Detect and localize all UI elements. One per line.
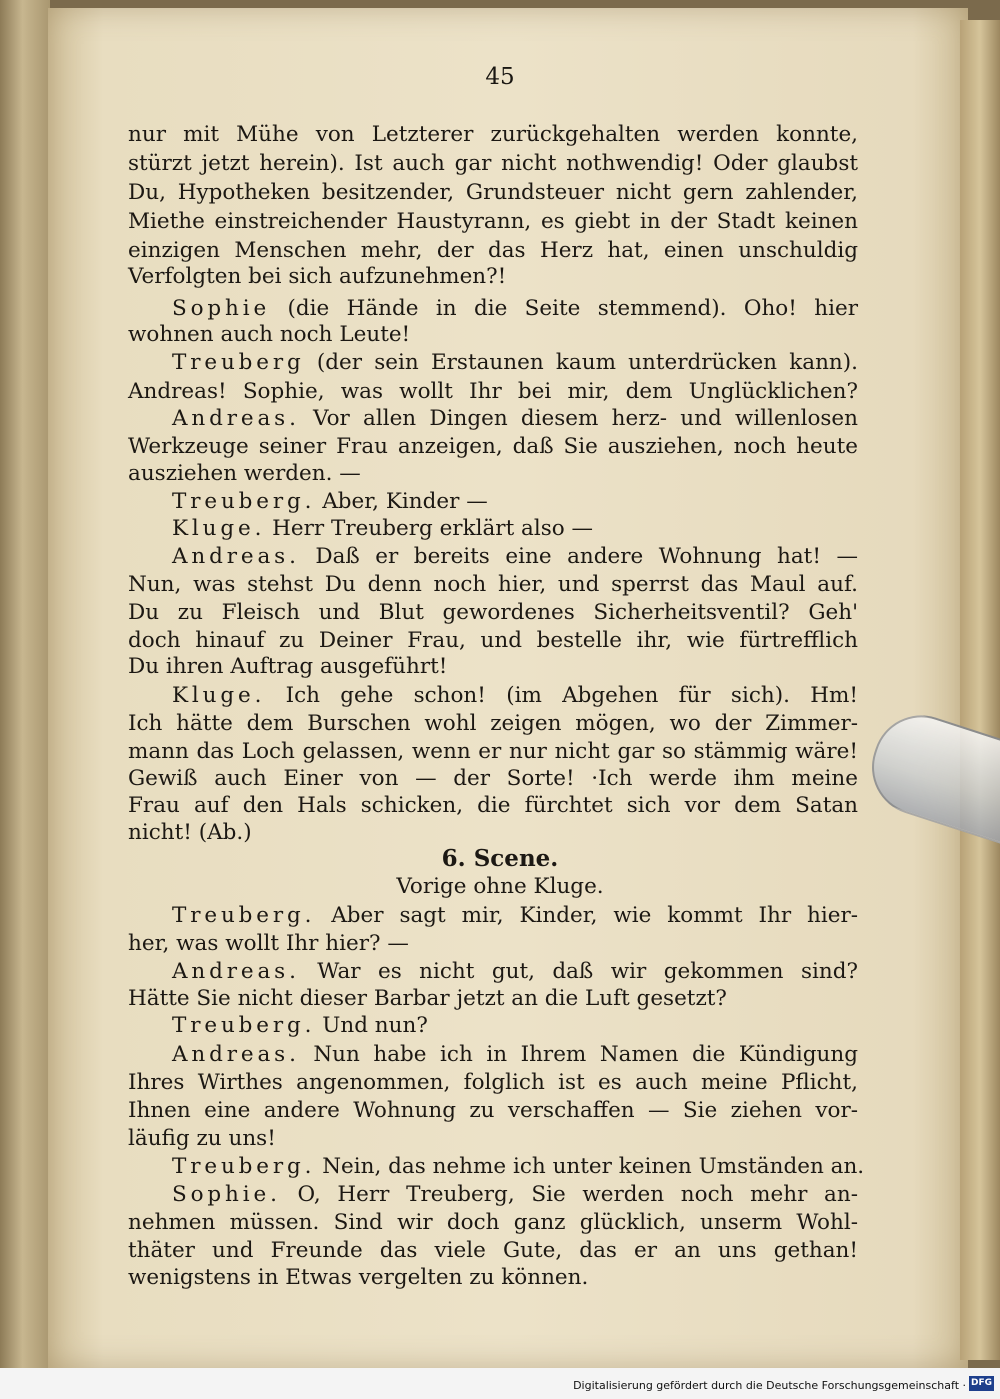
text-line: mann das Loch gelassen, wenn er nur nicht gar so stämmig wäre! [128,739,858,764]
speaker-name: Kluge. [172,683,266,708]
text-line: Andreas. Nun habe ich in Ihrem Namen die Kündigung [172,1042,858,1067]
text-line: Frau auf den Hals schicken, die fürchtet sich vor dem Satan [128,793,858,818]
text-line: Ihres Wirthes angenommen, folglich ist es auch meine Pflicht, [128,1070,858,1095]
speaker-name: Treuberg. [172,489,316,514]
speaker-name: Sophie. [172,1182,281,1207]
speaker-name: Treuberg. [172,903,316,928]
text-line: Andreas. Daß er bereits eine andere Wohnung hat! — [172,544,858,569]
facing-page-edge [0,0,50,1399]
text-line: nur mit Mühe von Letzterer zurückgehalten werden konnte, [128,122,858,147]
text-line: Du zu Fleisch und Blut gewordenes Sicherheitsventil? Geh' [128,600,858,625]
text-line: Treuberg. Und nun? [172,1013,428,1038]
text-line: nehmen müssen. Sind wir doch ganz glücklich, unserm Wohl- [128,1210,858,1235]
text-line: Andreas. Vor allen Dingen diesem herz- und willenlosen [172,406,858,431]
text-line: Miethe einstreichender Haustyrann, es giebt in der Stadt keinen [128,209,858,234]
text-line: ausziehen werden. — [128,461,361,486]
text-line: Gewiß auch Einer von — der Sorte! ·Ich werde ihm meine [128,766,858,791]
speaker-name: Andreas. [172,406,300,431]
scene-heading: 6. Scene. [441,845,559,872]
text-line: Nun, was stehst Du denn noch hier, und sperrst das Maul auf. [128,572,858,597]
text-line: wohnen auch noch Leute! [128,322,411,347]
stage-direction: Vorige ohne Kluge. [396,874,604,899]
text-line: doch hinauf zu Deiner Frau, und bestelle ihr, wie fürtrefflich [128,628,858,653]
text-line: Du ihren Auftrag ausgeführt! [128,654,448,679]
text-line: Werkzeuge seiner Frau anzeigen, daß Sie ausziehen, noch heute [128,434,858,459]
text-line: Treuberg. Aber sagt mir, Kinder, wie kommt Ihr hier- [172,903,858,928]
text-line: Verfolgten bei sich aufzunehmen?! [128,264,507,289]
text-line: Andreas! Sophie, was wollt Ihr bei mir, dem Unglücklichen? [128,379,858,404]
text-line: thäter und Freunde das viele Gute, das er an uns gethan! [128,1238,858,1263]
text-line: Ihnen eine andere Wohnung zu verschaffen — Sie ziehen vor- [128,1098,858,1123]
text-line: Sophie. O, Herr Treuberg, Sie werden noch mehr an- [172,1182,858,1207]
book-edge [960,20,1000,1360]
text-line: läufig zu uns! [128,1126,276,1151]
dfg-credit: Digitalisierung gefördert durch die Deutsche Forschungsgemeinschaft · [573,1379,966,1392]
dfg-logo-icon: DFG [969,1376,994,1391]
speaker-name: Sophie [172,296,271,321]
text-line: Hätte Sie nicht dieser Barbar jetzt an die Luft gesetzt? [128,986,727,1011]
text-line: Ich hätte dem Burschen wohl zeigen mögen, wo der Zimmer- [128,711,858,736]
speaker-name: Andreas. [172,544,300,569]
text-line: Treuberg (der sein Erstaunen kaum unterdrücken kann). [172,350,858,375]
speaker-name: Kluge. [172,516,266,541]
page-number: 45 [485,64,515,90]
speaker-name: Andreas. [172,959,300,984]
text-line: Treuberg. Aber, Kinder — [172,489,488,514]
text-line: Kluge. Ich gehe schon! (im Abgehen für sich). Hm! [172,683,858,708]
speaker-name: Treuberg [172,350,305,375]
text-line: einzigen Menschen mehr, der das Herz hat, einen unschuldig [128,238,858,263]
text-line: nicht! (Ab.) [128,820,252,845]
text-line: Du, Hypotheken besitzender, Grundsteuer nicht gern zahlender, [128,180,858,205]
speaker-name: Andreas. [172,1042,300,1067]
text-line: Sophie (die Hände in die Seite stemmend). Oho! hier [172,296,858,321]
text-line: wenigstens in Etwas vergelten zu können. [128,1265,589,1290]
text-line: Andreas. War es nicht gut, daß wir gekommen sind? [172,959,858,984]
speaker-name: Treuberg. [172,1154,316,1179]
speaker-name: Treuberg. [172,1013,316,1038]
text-line: Kluge. Herr Treuberg erklärt also — [172,516,594,541]
text-line: her, was wollt Ihr hier? — [128,931,409,956]
text-line: Treuberg. Nein, das nehme ich unter keinen Umständen an. [172,1154,865,1179]
text-line: stürzt jetzt herein). Ist auch gar nicht nothwendig! Oder glaubst [128,151,858,176]
